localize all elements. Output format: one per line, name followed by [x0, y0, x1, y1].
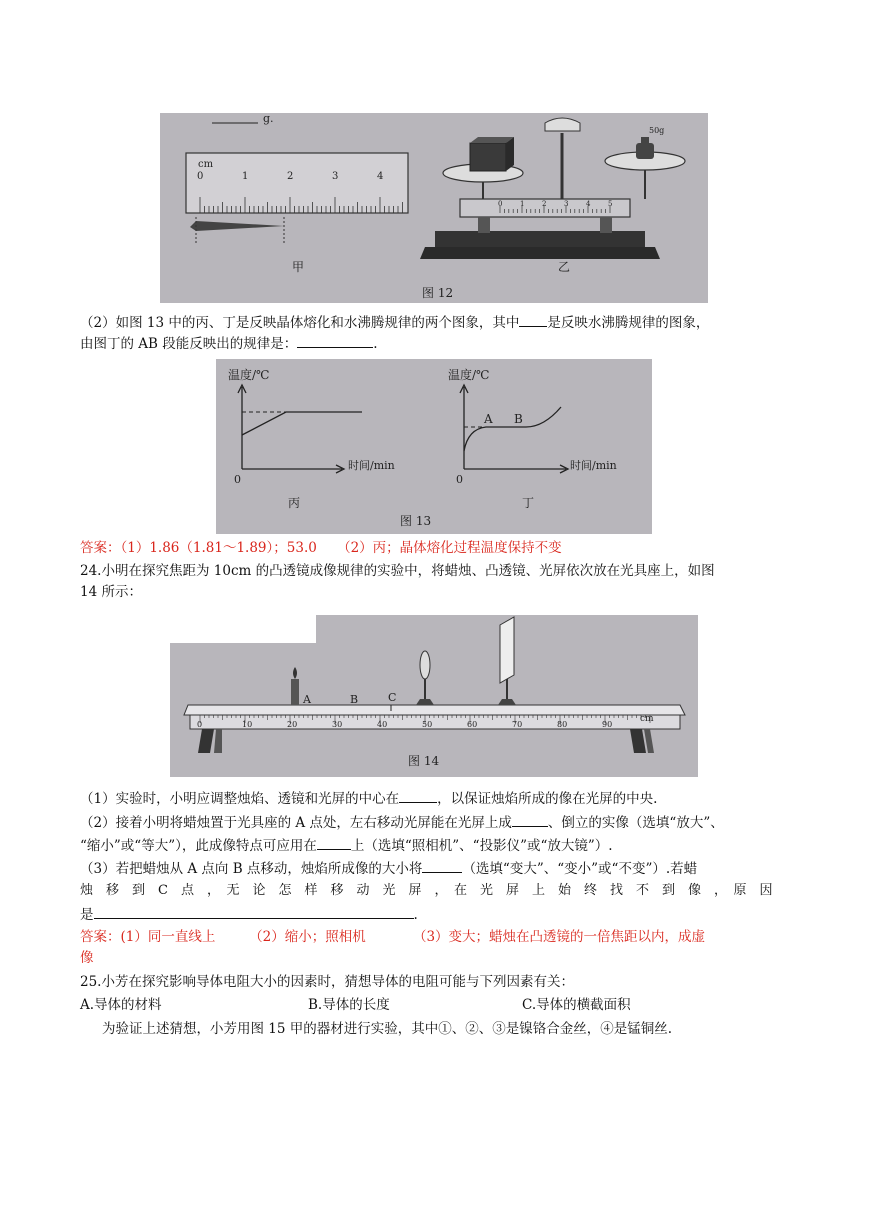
answer-blank[interactable]	[94, 904, 414, 919]
fig13-caption: 图 13	[400, 514, 432, 528]
bench-unit: cm	[640, 714, 654, 724]
q23-2-line2: 由图丁的 AB 段能反映出的规律是： .	[80, 333, 378, 354]
point-b: B	[514, 412, 523, 426]
balance-tick-label: 4	[586, 200, 591, 208]
q24-p2-line2: “缩小”或“等大”），此成像特点可应用在 上（选填“照相机”、“投影仪”或“放大镜”）.	[80, 835, 613, 856]
q23-2-line1: （2）如图 13 中的丙、丁是反映晶体熔化和水沸腾规律的两个图象，其中 是反映水沸腾规律的图象，	[80, 312, 709, 333]
balance-tick-label: 2	[542, 200, 547, 208]
answer-blank[interactable]	[317, 835, 351, 850]
q25-opt-a: A.导体的材料	[80, 997, 162, 1013]
fig12-caption: 图 12	[422, 286, 454, 300]
answer-24-line1: 答案：(1）同一直线上 （2）缩小；照相机 （3）变大；蜡烛在凸透镜的一倍焦距以内，成虚	[80, 929, 706, 945]
label-ding: 丁	[522, 496, 535, 510]
weight-50g	[636, 143, 654, 159]
q25-opt-b: B.导体的长度	[308, 997, 390, 1013]
answer-blank[interactable]	[519, 312, 547, 327]
convex-lens	[420, 651, 430, 679]
q24-line2: 14 所示：	[80, 584, 142, 600]
balance-tick-label: 3	[564, 200, 569, 208]
point-a: A	[484, 412, 493, 426]
point-b-label: B	[350, 693, 359, 706]
ylabel-ding: 温度/℃	[448, 368, 490, 382]
ruler-unit: cm	[198, 159, 214, 170]
fig12-top-mark: g.	[263, 113, 274, 125]
q25-opt-c: C.导体的横截面积	[522, 997, 631, 1013]
bench-tick-label: 10	[242, 720, 253, 729]
answer-blank[interactable]	[399, 788, 437, 803]
bench-tick-label: 20	[287, 720, 298, 729]
answer-23: 答案：（1）1.86（1.81～1.89）；53.0 （2）丙；晶体熔化过程温度保持不变	[80, 540, 562, 556]
point-a-label: A	[303, 693, 311, 706]
candle	[291, 679, 299, 705]
cube-object	[470, 143, 506, 171]
answer-blank[interactable]	[422, 858, 462, 873]
q24-p3-line2: 烛 移 到 C 点 ， 无 论 怎 样 移 动 光 屏 ， 在 光 屏 上 始 终 找 不 到 像 ， 原 因	[80, 883, 773, 898]
fig14-caption: 图 14	[408, 754, 440, 768]
balance-tick-label: 5	[608, 200, 613, 208]
bench-tick-label: 30	[332, 720, 343, 729]
ruler	[186, 153, 408, 213]
bench-tick-label: 40	[377, 720, 388, 729]
ruler-tick-label: 3	[332, 171, 339, 182]
bench-tick-label: 60	[467, 720, 478, 729]
label-bing: 丙	[288, 496, 301, 510]
ruler-tick-label: 0	[197, 171, 204, 182]
balance-tick-label: 0	[498, 200, 503, 208]
origin-bing: 0	[234, 473, 241, 486]
label-yi: 乙	[558, 260, 571, 274]
label-jia: 甲	[292, 260, 305, 274]
bench-tick-label: 50	[422, 720, 433, 729]
q24-p1: （1）实验时，小明应调整烛焰、透镜和光屏的中心在 ，以保证烛焰所成的像在光屏的中央.	[80, 788, 657, 809]
point-c-label: C	[388, 691, 397, 704]
origin-ding: 0	[456, 473, 463, 486]
figure-14	[170, 615, 698, 777]
bench-tick-label: 80	[557, 720, 568, 729]
q24-line1: 24.小明在探究焦距为 10cm 的凸透镜成像规律的实验中，将蜡烛、凸透镜、光屏依次放在光具座上，如图	[80, 563, 715, 579]
q24-p3-line1: （3）若把蜡烛从 A 点向 B 点移动，烛焰所成像的大小将 （选填“变大”、“变小”或“不变”）.若蜡	[80, 858, 697, 879]
bench-tick-label: 0	[197, 720, 203, 729]
figure-13	[216, 359, 652, 534]
q24-p2-line1: （2）接着小明将蜡烛置于光具座的 A 点处，左右移动光屏能在光屏上成 、倒立的实像（选填“放大”、	[80, 812, 724, 833]
q25-line1: 25.小芳在探究影响导体电阻大小的因素时，猜想导体的电阻可能与下列因素有关：	[80, 974, 574, 990]
xlabel-bing: 时间/min	[348, 459, 395, 472]
ruler-tick-label: 4	[377, 171, 384, 182]
ylabel-bing: 温度/℃	[228, 368, 270, 382]
bench-tick-label: 90	[602, 720, 613, 729]
curve-ding	[464, 407, 561, 451]
balance-tick-label: 1	[520, 200, 525, 208]
weight-label: 50g	[649, 126, 665, 135]
ruler-tick-label: 1	[242, 171, 249, 182]
answer-blank[interactable]	[512, 812, 548, 827]
curve-bing	[242, 412, 362, 435]
q24-p3-line3: 是 .	[80, 904, 418, 925]
answer-24-line2: 像	[80, 950, 94, 966]
figure-12	[160, 113, 708, 303]
xlabel-ding: 时间/min	[570, 459, 617, 472]
ruler-tick-label: 2	[287, 171, 294, 182]
answer-blank[interactable]	[297, 333, 373, 348]
bench-tick-label: 70	[512, 720, 523, 729]
q25-line3: 为验证上述猜想，小芳用图 15 甲的器材进行实验，其中①、②、③是镍铬合金丝，④是锰铜丝.	[102, 1021, 673, 1037]
light-screen	[500, 617, 514, 683]
